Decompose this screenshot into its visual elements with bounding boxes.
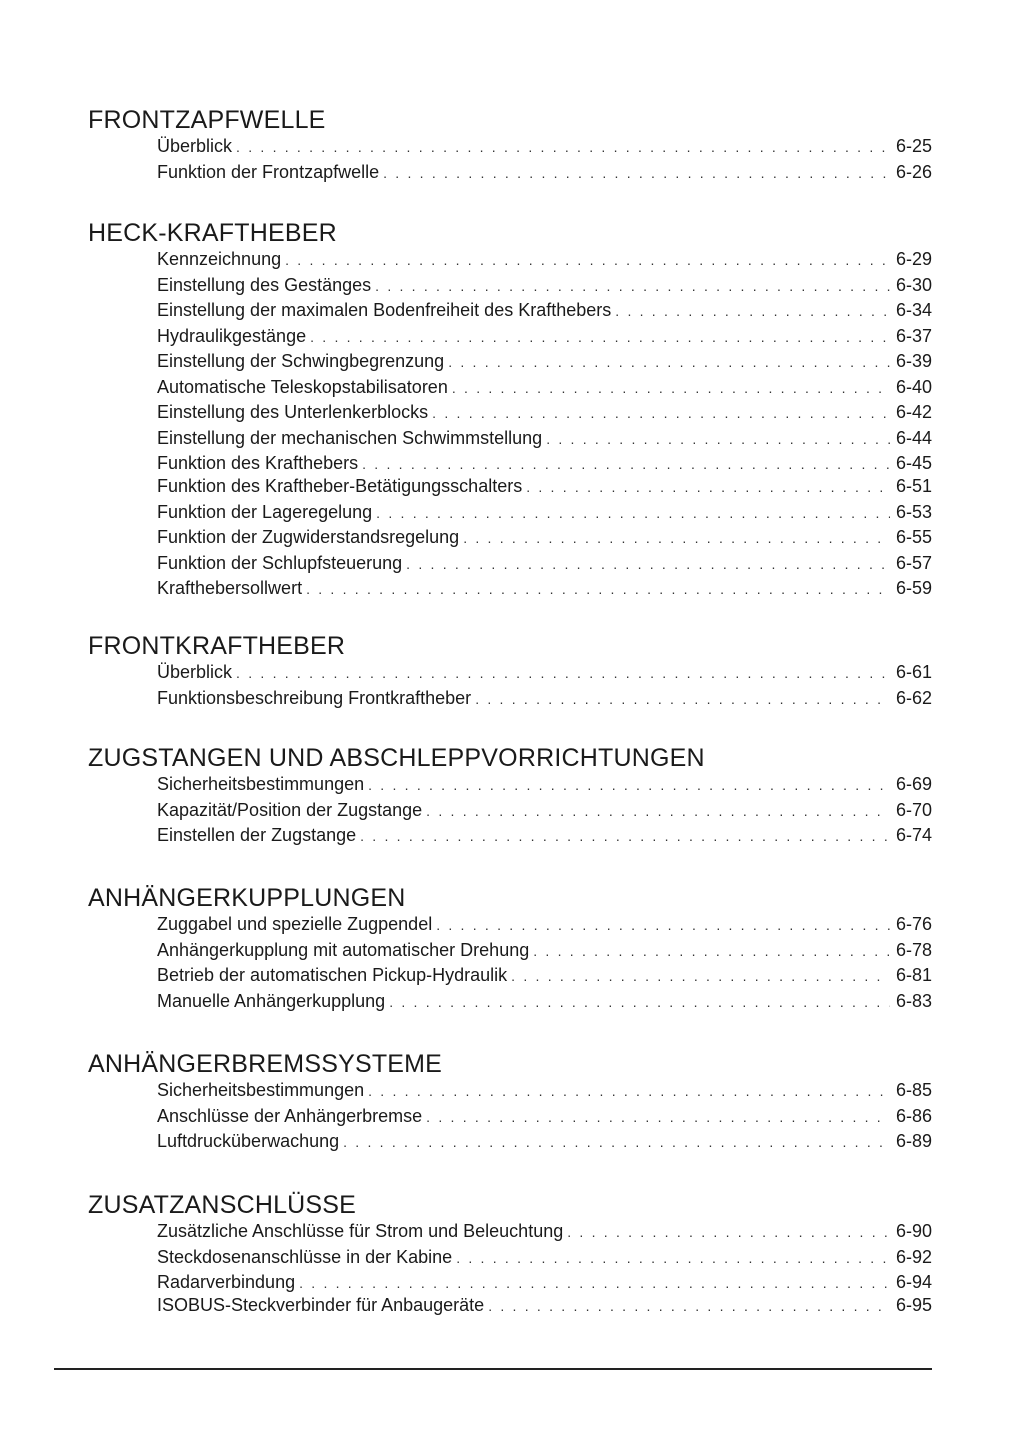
dot-leader xyxy=(406,553,890,575)
entry-page: 6-29 xyxy=(895,249,932,269)
entry-page: 6-83 xyxy=(895,990,932,1011)
entry-label: Überblick xyxy=(157,662,233,682)
dot-leader xyxy=(383,162,890,184)
dot-leader xyxy=(362,453,890,475)
toc-entry[interactable] xyxy=(157,964,932,990)
entry-page: 6-90 xyxy=(895,1221,932,1241)
entry-page: 6-62 xyxy=(895,687,932,708)
entry-page: 6-39 xyxy=(895,351,932,371)
entry-label: Einstellung des Gestänges xyxy=(157,274,372,295)
entry-label: Krafthebersollwert xyxy=(157,578,303,598)
dot-leader xyxy=(306,578,890,600)
entry-label: Funktion der Frontzapfwelle xyxy=(157,161,380,182)
entry-label: Einstellung des Unterlenkerblocks xyxy=(157,402,429,422)
dot-leader xyxy=(236,662,890,684)
entry-page: 6-59 xyxy=(895,578,932,598)
dot-leader xyxy=(448,351,890,373)
dot-leader xyxy=(615,300,890,322)
entry-label: Sicherheitsbestimmungen xyxy=(157,1080,365,1100)
toc-entry[interactable] xyxy=(157,773,932,799)
toc-entry[interactable] xyxy=(157,661,932,687)
entry-label: Einstellung der Schwingbegrenzung xyxy=(157,351,445,371)
toc-entry[interactable] xyxy=(157,913,932,939)
dot-leader xyxy=(299,1272,890,1294)
entry-label: Zusätzliche Anschlüsse für Strom und Beleuchtung xyxy=(157,1221,564,1241)
toc-section xyxy=(88,744,932,850)
dot-leader xyxy=(463,527,890,549)
toc-section xyxy=(88,1191,932,1320)
entry-page: 6-25 xyxy=(895,136,932,156)
entry-page: 6-44 xyxy=(895,427,932,448)
entry-page: 6-34 xyxy=(895,300,932,320)
section-title: ANHÄNGERKUPPLUNGEN xyxy=(88,884,406,912)
entry-page: 6-55 xyxy=(895,527,932,547)
entry-page: 6-51 xyxy=(895,476,932,496)
toc-section xyxy=(88,632,932,712)
entry-page: 6-95 xyxy=(895,1295,932,1315)
dot-leader xyxy=(368,1080,890,1102)
entry-label: Kennzeichnung xyxy=(157,249,282,269)
toc-entry[interactable] xyxy=(157,1105,932,1131)
entry-page: 6-57 xyxy=(895,552,932,573)
dot-leader xyxy=(436,914,890,936)
section-title: FRONTKRAFTHEBER xyxy=(88,632,346,660)
entry-label: Einstellung der maximalen Bodenfreiheit des Krafthebers xyxy=(157,300,612,320)
entry-page: 6-30 xyxy=(895,274,932,295)
entry-page: 6-61 xyxy=(895,662,932,682)
entry-page: 6-85 xyxy=(895,1080,932,1100)
toc-entry[interactable] xyxy=(157,325,932,351)
toc-entry[interactable] xyxy=(157,501,932,527)
dot-leader xyxy=(456,1247,890,1269)
entry-label: Automatische Teleskopstabilisatoren xyxy=(157,376,448,397)
entry-label: Manuelle Anhängerkupplung xyxy=(157,990,386,1011)
dot-leader xyxy=(426,800,890,822)
entry-page: 6-94 xyxy=(895,1272,932,1292)
toc-section xyxy=(88,1050,932,1156)
entry-label: Funktion des Krafthebers xyxy=(157,453,359,473)
toc-entry[interactable] xyxy=(157,376,932,402)
entry-page: 6-89 xyxy=(895,1131,932,1151)
toc-entry[interactable] xyxy=(157,427,932,453)
toc-entry[interactable] xyxy=(157,687,932,713)
section-title: ZUGSTANGEN UND ABSCHLEPPVORRICHTUNGEN xyxy=(88,744,705,772)
entry-page: 6-78 xyxy=(895,939,932,960)
entry-label: Einstellen der Zugstange xyxy=(157,825,357,845)
entry-label: Einstellung der mechanischen Schwimmstellung xyxy=(157,427,543,448)
entry-page: 6-37 xyxy=(895,325,932,346)
toc-entry[interactable] xyxy=(157,1130,932,1156)
toc-entry[interactable] xyxy=(157,577,932,603)
entry-label: Radarverbindung xyxy=(157,1272,296,1292)
entry-page: 6-86 xyxy=(895,1105,932,1126)
footer-rule xyxy=(54,1368,932,1370)
toc-entry[interactable] xyxy=(157,135,932,161)
dot-leader xyxy=(236,136,890,158)
dot-leader xyxy=(432,402,890,424)
dot-leader xyxy=(452,377,890,399)
toc-entry[interactable] xyxy=(157,350,932,376)
toc-entry[interactable] xyxy=(157,1294,932,1320)
entry-label: Luftdrucküberwachung xyxy=(157,1131,340,1151)
entry-label: Anschlüsse der Anhängerbremse xyxy=(157,1105,423,1126)
entry-page: 6-92 xyxy=(895,1246,932,1267)
toc-section xyxy=(88,884,932,1015)
entry-page: 6-40 xyxy=(895,376,932,397)
section-title: HECK-KRAFTHEBER xyxy=(88,219,337,247)
entry-label: Funktion des Kraftheber-Betätigungsschalters xyxy=(157,476,523,496)
entry-label: Funktion der Zugwiderstandsregelung xyxy=(157,527,460,547)
entry-label: Anhängerkupplung mit automatischer Drehung xyxy=(157,939,530,960)
entry-page: 6-42 xyxy=(895,402,932,422)
dot-leader xyxy=(285,249,890,271)
dot-leader xyxy=(426,1106,890,1128)
toc-section xyxy=(88,219,932,603)
entry-page: 6-45 xyxy=(895,453,932,473)
toc-entry[interactable] xyxy=(157,452,932,475)
entry-label: Betrieb der automatischen Pickup-Hydraulik xyxy=(157,965,508,985)
dot-leader xyxy=(343,1131,890,1153)
entry-label: Funktion der Schlupfsteuerung xyxy=(157,552,403,573)
toc-entry[interactable] xyxy=(157,1246,932,1272)
dot-leader xyxy=(368,774,890,796)
toc-section xyxy=(88,106,932,186)
toc-entry[interactable] xyxy=(157,401,932,427)
entry-label: Funktionsbeschreibung Frontkraftheber xyxy=(157,687,472,708)
entry-page: 6-26 xyxy=(895,161,932,182)
entry-page: 6-76 xyxy=(895,914,932,934)
dot-leader xyxy=(389,991,890,1013)
dot-leader xyxy=(475,688,890,710)
dot-leader xyxy=(533,940,890,962)
toc-entry[interactable] xyxy=(157,552,932,578)
toc-entry[interactable] xyxy=(157,1079,932,1105)
entry-label: Überblick xyxy=(157,136,233,156)
dot-leader xyxy=(526,476,890,498)
entry-page: 6-81 xyxy=(895,965,932,985)
entry-page: 6-69 xyxy=(895,774,932,794)
dot-leader xyxy=(375,275,890,297)
dot-leader xyxy=(376,502,890,524)
dot-leader xyxy=(488,1295,890,1317)
toc-entry[interactable] xyxy=(157,526,932,552)
toc-entry[interactable] xyxy=(157,274,932,300)
toc-entry[interactable] xyxy=(157,799,932,825)
entry-label: Funktion der Lageregelung xyxy=(157,501,373,522)
entry-label: Steckdosenanschlüsse in der Kabine xyxy=(157,1246,453,1267)
section-title: ANHÄNGERBREMSSYSTEME xyxy=(88,1050,443,1078)
dot-leader xyxy=(310,326,890,348)
entry-page: 6-74 xyxy=(895,825,932,845)
entry-label: Hydraulikgestänge xyxy=(157,325,307,346)
section-title: FRONTZAPFWELLE xyxy=(88,106,326,134)
toc-entry[interactable] xyxy=(157,161,932,187)
section-title: ZUSATZANSCHLÜSSE xyxy=(88,1191,357,1219)
dot-leader xyxy=(546,428,890,450)
entry-label: Kapazität/Position der Zugstange xyxy=(157,799,423,820)
toc-entry[interactable] xyxy=(157,475,932,501)
toc-entry[interactable] xyxy=(157,824,932,850)
dot-leader xyxy=(360,825,890,847)
toc-entry[interactable] xyxy=(157,299,932,325)
entry-label: Sicherheitsbestimmungen xyxy=(157,774,365,794)
toc-entry[interactable] xyxy=(157,990,932,1016)
entry-label: Zuggabel und spezielle Zugpendel xyxy=(157,914,433,934)
toc-entry[interactable] xyxy=(157,248,932,274)
entry-page: 6-53 xyxy=(895,501,932,522)
toc-entry[interactable] xyxy=(157,1220,932,1246)
entry-page: 6-70 xyxy=(895,799,932,820)
toc-entry[interactable] xyxy=(157,1271,932,1294)
entry-label: ISOBUS-Steckverbinder für Anbaugeräte xyxy=(157,1295,485,1315)
toc-entry[interactable] xyxy=(157,939,932,965)
dot-leader xyxy=(511,965,890,987)
dot-leader xyxy=(567,1221,890,1243)
